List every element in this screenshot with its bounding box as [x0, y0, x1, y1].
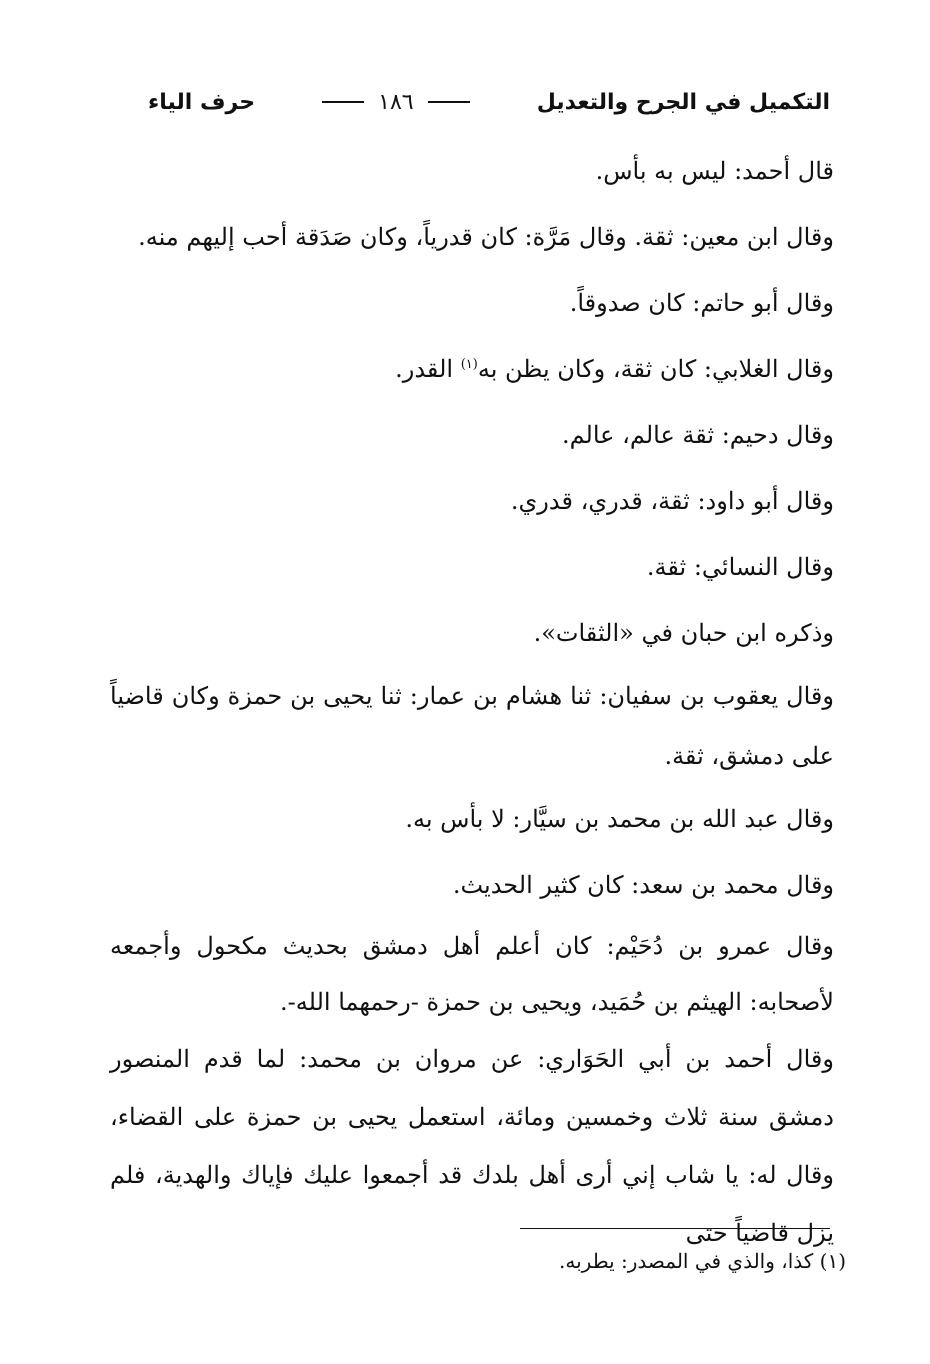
footnote-divider [520, 1228, 830, 1229]
paragraph-text: وقال الغلابي: كان ثقة، وكان يظن به [477, 355, 834, 383]
footnote-reference[interactable]: (١) [460, 357, 478, 372]
paragraph: وذكره ابن حبان في «الثقات». [533, 619, 834, 647]
header-rule-left [322, 101, 364, 103]
paragraph: وقال محمد بن سعد: كان كثير الحديث. [452, 871, 834, 899]
header-rule-right [428, 101, 470, 103]
paragraph: قال أحمد: ليس به بأس. [595, 157, 834, 185]
paragraph: وقال عبد الله بن محمد بن سيَّار: لا بأس به. [405, 805, 834, 833]
body-text [110, 138, 834, 1262]
paragraph: وقال يعقوب بن سفيان: ثنا هشام بن عمار: ثنا يحيى بن حمزة وكان قاضياً على دمشق، ثقة. [110, 682, 834, 770]
paragraph: وقال ابن معين: ثقة. وقال مَرَّة: كان قدرياً، وكان صَدَقة أحب إليهم منه. [138, 223, 834, 251]
paragraph: وقال النسائي: ثقة. [646, 553, 834, 581]
paragraph: وقال عمرو بن دُحَيْم: كان أعلم أهل دمشق بحديث مكحول وأجمعه لأصحابه: الهيثم بن حُمَيد، ويحيى بن حمزة -رحمهما الله-. [110, 932, 834, 1016]
paragraph: وقال أبو حاتم: كان صدوقاً. [569, 289, 834, 317]
paragraph: وقال دحيم: ثقة عالم، عالم. [561, 421, 834, 449]
paragraph: وقال أحمد بن أبي الحَوَاري: عن مروان بن محمد: لما قدم المنصور دمشق سنة ثلاث وخمسين ومائة، استعمل يحيى بن حمزة على القضاء، وقال له: يا شاب إني أرى أهل بلدك قد أجمعوا عليك فإياك والهدية، فلم يزل قاضياً حتى [110, 1045, 834, 1247]
paragraph: وقال أبو داود: ثقة، قدري، قدري. [510, 487, 834, 515]
running-header [148, 82, 830, 122]
section-title: حرف الياء [148, 89, 256, 115]
page-number: ١٨٦ [378, 89, 414, 115]
book-title: التكميل في الجرح والتعديل [536, 89, 830, 115]
footnote: (١) كذا، والذي في المصدر: يطربه. [559, 1249, 846, 1273]
paragraph-text-tail: القدر. [395, 355, 461, 383]
paragraph-with-footnote [110, 336, 834, 402]
page-number-group [322, 90, 469, 115]
